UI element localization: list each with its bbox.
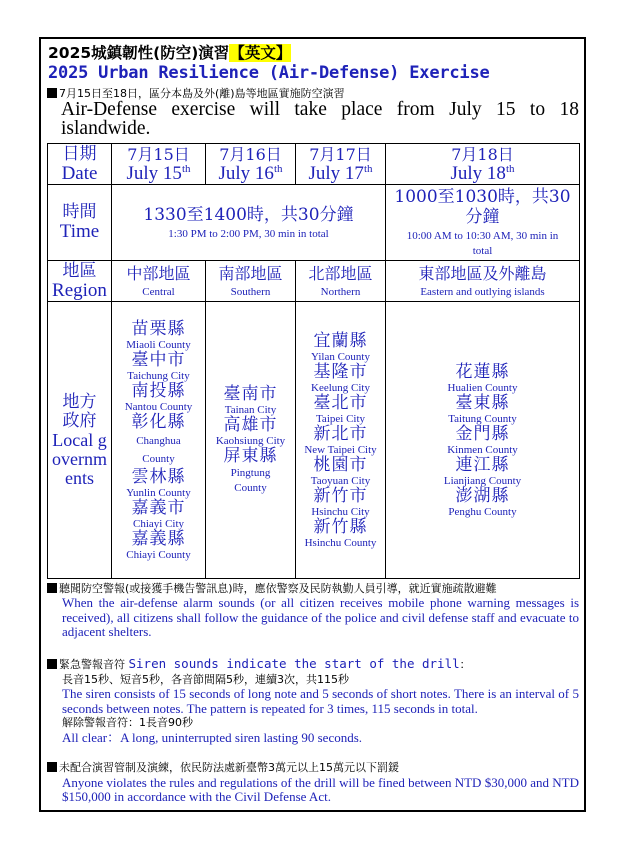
county-item: 澎湖縣 Penghu County bbox=[448, 485, 517, 518]
county-item: 嘉義市 Chiayi City bbox=[131, 497, 186, 530]
date-label: 日期 Date bbox=[48, 144, 112, 185]
intro-en: Air-Defense exercise will take place from July 15 to 18 islandwide. bbox=[61, 99, 579, 139]
note-alarm: 聽聞防空警報(或接獲手機告警訊息)時，應依警察及民防執勤人員引導，就近實施疏散避難 When the air-defense alarm sounds (or all citizen receives mobile phone warning messages is received), all citizens shall follow the guidance of the police and civil defense staff and evacuate to adjacent shelters. bbox=[47, 581, 579, 640]
county-item: 臺北市 Taipei City bbox=[313, 392, 368, 425]
note-fine: 未配合演習管制及演練，依民防法處新臺幣3萬元以上15萬元以下罰鍰 Anyone violates the rules and regulations of the drill will be fined between NTD $30,000 and NTD $150,000 in accordance with the Civil Defense Act. bbox=[47, 761, 579, 805]
date-row bbox=[48, 144, 580, 185]
county-item: 新竹市 Hsinchu City bbox=[311, 485, 370, 518]
county-item: 南投縣 Nantou County bbox=[124, 380, 193, 413]
intro-note-zh: 7月15日至18日，區分本島及外(離)島等地區實施防空演習 bbox=[47, 85, 345, 101]
time-row bbox=[48, 185, 580, 261]
county-item: 宜蘭縣 Yilan County bbox=[311, 330, 370, 363]
government-row bbox=[48, 302, 580, 579]
county-item: 雲林縣 Yunlin County bbox=[126, 466, 191, 499]
region-cell: 東部地區及外離島 Eastern and outlying islands bbox=[386, 261, 580, 302]
county-item: 屏東縣 Pingtung County bbox=[223, 445, 278, 494]
region-cell: 中部地區 Central bbox=[112, 261, 206, 302]
title-zh: 2025城鎮韌性(防空)演習【英文】 bbox=[48, 44, 292, 62]
county-item: 高雄市 Kaohsiung City bbox=[215, 414, 286, 447]
county-item: 新北市 New Taipei City bbox=[304, 423, 377, 456]
time-cell-jul15-17: 1330至1400時，共30分鐘 1:30 PM to 2:00 PM, 30 min in total bbox=[112, 185, 386, 261]
county-item: 連江縣 Lianjiang County bbox=[443, 454, 522, 487]
county-item: 臺南市 Tainan City bbox=[223, 383, 278, 416]
government-label: 地方政府 Local governments bbox=[48, 302, 112, 579]
date-cell: 7月15日 July 15th bbox=[112, 144, 206, 185]
county-item: 新竹縣 Hsinchu County bbox=[304, 516, 377, 549]
time-label: 時間 Time bbox=[48, 185, 112, 261]
government-cell-southern bbox=[206, 302, 296, 579]
notice-frame bbox=[39, 37, 586, 812]
government-cell-northern bbox=[296, 302, 386, 579]
government-cell-eastern bbox=[386, 302, 580, 579]
county-item: 花蓮縣 Hualien County bbox=[447, 361, 518, 394]
county-item: 金門縣 Kinmen County bbox=[447, 423, 518, 456]
square-bullet-icon bbox=[47, 583, 57, 593]
square-bullet-icon bbox=[47, 659, 57, 669]
note-siren: 緊急警報音符 Siren sounds indicate the start of the drill： 長音15秒、短音5秒，各音節間隔5秒，連續3次，共115秒 The siren consists of 15 seconds of long note and 5 seconds of short notes. There is an interval of 5 seconds between notes. The pattern is repeated for 3 times, 115 seconds in total. 解除警報音符：1長音90秒 All clear：A long, uninterrupted siren lasting 90 seconds. bbox=[47, 657, 579, 745]
date-cell: 7月17日 July 17th bbox=[296, 144, 386, 185]
county-item: 桃園市 Taoyuan City bbox=[310, 454, 371, 487]
county-item: 苗栗縣 Miaoli County bbox=[126, 318, 191, 351]
region-label: 地區 Region bbox=[48, 261, 112, 302]
region-cell: 南部地區 Southern bbox=[206, 261, 296, 302]
date-cell: 7月16日 July 16th bbox=[206, 144, 296, 185]
date-cell: 7月18日 July 18th bbox=[386, 144, 580, 185]
title-tag-highlight: 【英文】 bbox=[229, 44, 292, 62]
county-item: 基隆市 Keelung City bbox=[311, 361, 370, 394]
square-bullet-icon bbox=[47, 762, 57, 772]
county-item: 嘉義縣 Chiayi County bbox=[126, 528, 191, 561]
time-cell-jul18: 1000至1030時，共30分鐘 10:00 AM to 10:30 AM, 30 min in total bbox=[386, 185, 580, 261]
county-item: 臺東縣 Taitung County bbox=[448, 392, 517, 425]
schedule-table bbox=[47, 143, 580, 579]
square-bullet-icon bbox=[47, 88, 57, 98]
region-row bbox=[48, 261, 580, 302]
title-en: 2025 Urban Resilience (Air-Defense) Exercise bbox=[48, 63, 490, 83]
government-cell-central bbox=[112, 302, 206, 579]
county-item: 彰化縣 Changhua County bbox=[131, 411, 186, 465]
county-item: 臺中市 Taichung City bbox=[127, 349, 190, 382]
region-cell: 北部地區 Northern bbox=[296, 261, 386, 302]
